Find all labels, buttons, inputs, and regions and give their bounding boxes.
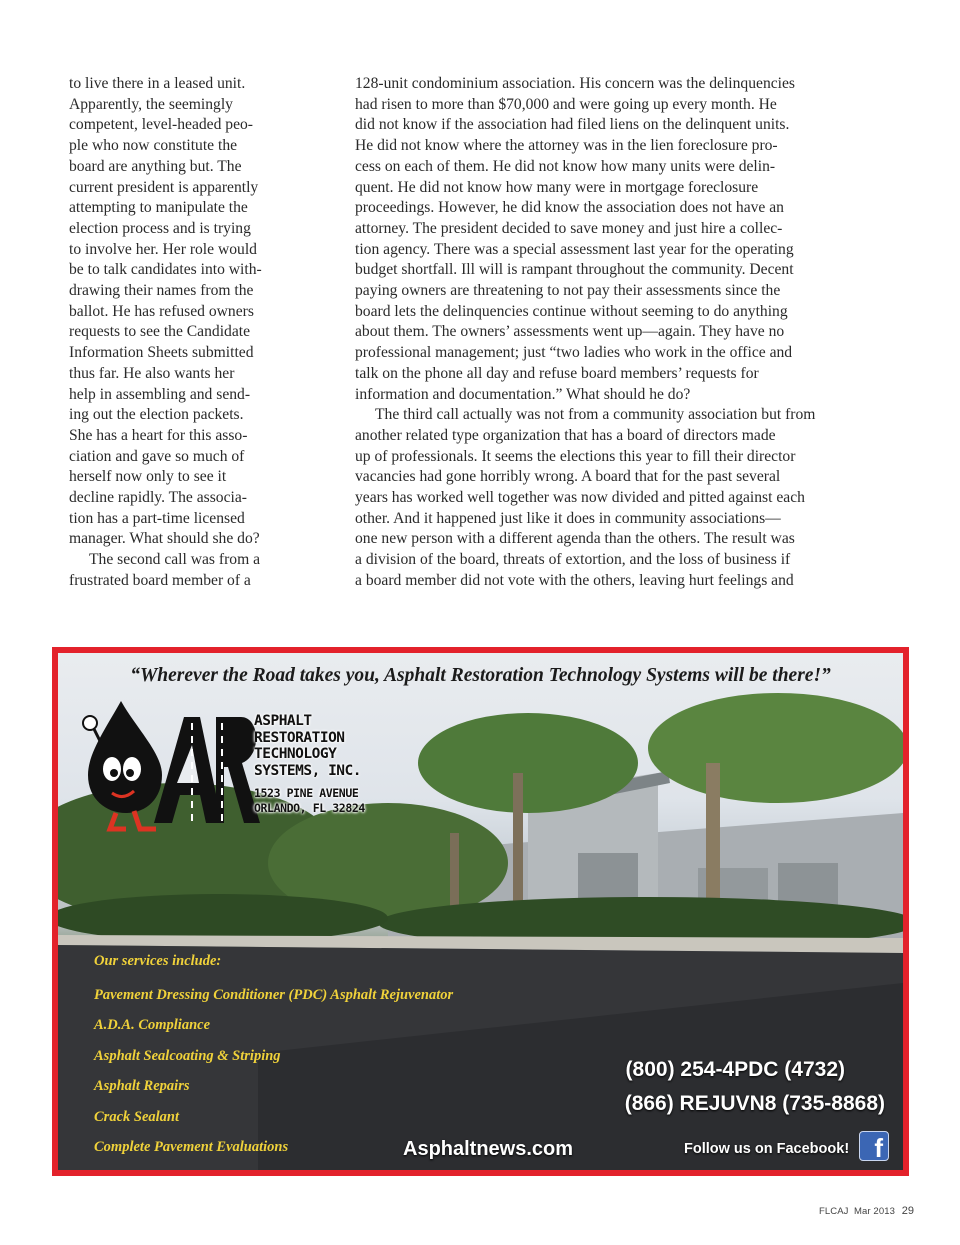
article-column-right <box>355 74 865 592</box>
article-line: information and documentation.” What should he do? <box>355 385 691 403</box>
article-line: cess on each of them. He did not know how many units were delin- <box>355 157 776 175</box>
article-line: other. And it happened just like it does in community associations— <box>355 509 781 527</box>
article-line: did not know if the association had filed liens on the delinquent units. <box>355 116 790 134</box>
article-line: frustrated board member of a <box>69 571 251 589</box>
article-line: ballot. He has refused owners <box>69 302 254 320</box>
article-line: a division of the board, threats of extortion, and the loss of business if <box>355 551 791 569</box>
article-line: She has a heart for this asso- <box>69 426 248 444</box>
article-line: board lets the delinquencies continue without seeming to do anything <box>355 302 788 320</box>
publication-name: FLCAJ <box>819 1206 849 1217</box>
company-name <box>254 713 361 779</box>
phone-number-2: (866) REJUVN8 (735-8868) <box>624 1092 885 1115</box>
service-item: Crack Sealant <box>94 1108 179 1125</box>
article-line: requests to see the Candidate <box>69 323 251 341</box>
website-link[interactable]: Asphaltnews.com <box>403 1138 574 1160</box>
phone-number-1: (800) 254-4PDC (4732) <box>625 1058 845 1081</box>
page-number: 29 <box>901 1205 915 1217</box>
article-line: tion agency. There was a special assessment last year for the operating <box>355 240 794 258</box>
article-line: ple who now constitute the <box>69 137 238 155</box>
article-line: one new person with a different agenda than the others. The result was <box>355 530 795 548</box>
article-line: Apparently, the seemingly <box>69 95 233 113</box>
company-line: ASPHALT <box>254 713 312 729</box>
ar-logo-icon <box>76 683 266 833</box>
article-line: competent, level-headed peo- <box>69 116 254 134</box>
services-list <box>94 953 453 1169</box>
company-line: TECHNOLOGY <box>254 746 337 762</box>
article-line: The third call actually was not from a community association but from <box>375 406 816 424</box>
article-line: drawing their names from the <box>69 282 254 300</box>
service-item: A.D.A. Compliance <box>94 1017 211 1034</box>
service-item: Asphalt Repairs <box>94 1078 190 1095</box>
article-line: professional management; just “two ladies who work in the office and <box>355 344 793 362</box>
article-line: The second call was from a <box>89 551 261 569</box>
article-column-left <box>69 74 309 592</box>
article-line: budget shortfall. Ill will is rampant throughout the community. Decent <box>355 261 794 279</box>
asphalt-advertisement <box>52 647 909 1176</box>
article-line: up of professionals. It seems the elections this year to fill their director <box>355 447 796 465</box>
service-item: Pavement Dressing Conditioner (PDC) Asphalt Rejuvenator <box>94 987 454 1003</box>
article-line: current president is apparently <box>69 178 259 196</box>
article-line: herself now only to see it <box>69 468 227 486</box>
article-line: thus far. He also wants her <box>69 364 235 382</box>
article-line: talk on the phone all day and refuse board members’ requests for <box>355 364 759 382</box>
article-line: help in assembling and send- <box>69 385 251 403</box>
article-line: election process and is trying <box>69 219 251 237</box>
article-line: to live there in a leased unit. <box>69 75 246 92</box>
company-address <box>254 786 365 816</box>
service-item: Asphalt Sealcoating & Striping <box>94 1047 281 1064</box>
facebook-icon[interactable]: f <box>859 1131 889 1161</box>
service-item: Complete Pavement Evaluations <box>94 1138 289 1155</box>
article-line: vacancies had gone horribly wrong. A board that for the past several <box>355 468 781 486</box>
article-line: 128-unit condominium association. His concern was the delinquencies <box>355 75 795 92</box>
article-line: had risen to more than $70,000 and were going up every month. He <box>355 95 777 113</box>
article-line: be to talk candidates into with- <box>69 261 262 279</box>
article-line: paying owners are threatening to not pay their assessments since the <box>355 282 781 300</box>
article-line: decline rapidly. The associa- <box>69 489 247 507</box>
article-line: ing out the election packets. <box>69 406 244 424</box>
article-line: ciation and gave so much of <box>69 447 245 465</box>
article-line: manager. What should she do? <box>69 530 260 548</box>
issue-date: Mar 2013 <box>854 1206 895 1217</box>
article-line: He did not know where the attorney was in the lien foreclosure pro- <box>355 137 778 155</box>
phone-numbers <box>625 1053 885 1121</box>
company-line: SYSTEMS, INC. <box>254 762 361 779</box>
page-footer <box>819 1205 914 1217</box>
article-line: Information Sheets submitted <box>69 344 254 362</box>
services-header: Our services include: <box>94 953 222 969</box>
article-line: years has worked well together was now divided and pitted against each <box>355 489 805 507</box>
article-line: about them. The owners’ assessments went up—again. They have no <box>355 323 785 341</box>
article-line: attempting to manipulate the <box>69 199 248 217</box>
article-line: to involve her. Her role would <box>69 240 257 258</box>
address-line: ORLANDO, FL 32824 <box>254 801 365 815</box>
article-line: another related type organization that has a board of directors made <box>355 426 776 444</box>
ad-headline: “Wherever the Road takes you, Asphalt Restoration Technology Systems will be there!” <box>130 665 831 686</box>
article-line: tion has a part-time licensed <box>69 509 245 527</box>
facebook-follow-text: Follow us on Facebook! <box>684 1141 850 1157</box>
article-line: board are anything but. The <box>69 157 242 175</box>
company-line: RESTORATION <box>254 729 345 746</box>
article-line: quent. He did not know how many were in mortgage foreclosure <box>355 178 759 196</box>
address-line: 1523 PINE AVENUE <box>254 786 359 800</box>
article-line: a board member did not vote with the others, leaving hurt feelings and <box>355 571 794 589</box>
article-line: attorney. The president decided to save money and just hire a collec- <box>355 219 783 237</box>
article-line: proceedings. However, he did know the association does not have an <box>355 199 784 217</box>
